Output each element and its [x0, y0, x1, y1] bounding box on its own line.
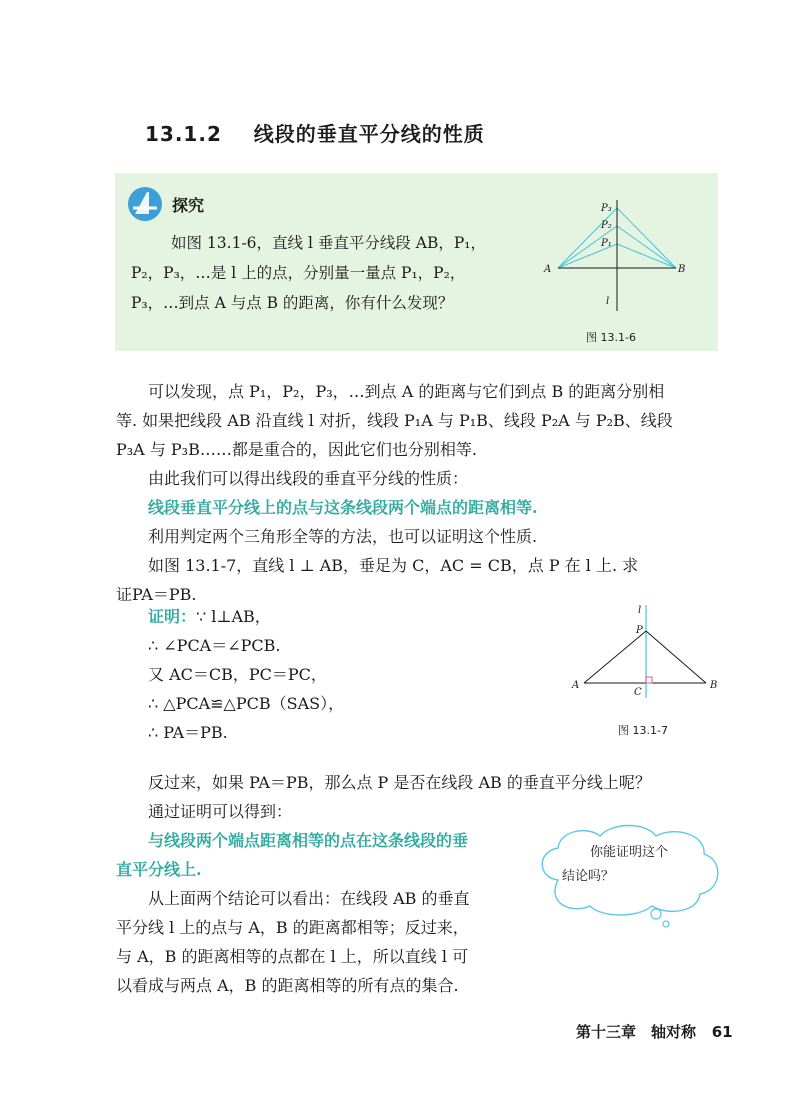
figure-13-1-6-caption: 图 13.1-6	[586, 331, 636, 344]
label-p1: P₁	[601, 238, 612, 249]
property-statement: 线段垂直平分线上的点与这条线段两个端点的距离相等.	[148, 498, 538, 517]
proof-step-2: ∴ ∠PCA＝∠PCB.	[148, 636, 281, 655]
figure-13-1-6	[538, 196, 698, 321]
label-p-7: P	[636, 625, 643, 636]
summary-line-4: 以看成与两点 A，B 的距离相等的所有点的集合.	[116, 976, 459, 995]
summary	[116, 884, 516, 1000]
paragraph-4	[116, 551, 726, 609]
label-a: A	[544, 264, 552, 275]
converse-conclusion-line-2: 直平分线上.	[116, 860, 202, 879]
explore-text	[131, 228, 531, 318]
paragraph-3: 利用判定两个三角形全等的方法，也可以证明这个性质.	[148, 527, 538, 546]
figure-13-1-7-caption: 图 13.1-7	[618, 724, 668, 737]
explore-label: 探究	[172, 196, 205, 215]
section-title-text: 线段的垂直平分线的性质	[253, 122, 485, 146]
page-footer	[576, 1021, 733, 1042]
section-title	[145, 118, 485, 147]
cloud-line-1: 你能证明这个	[590, 845, 669, 860]
proof-step-5: ∴ PA＝PB.	[148, 723, 228, 742]
footer-chapter: 第十三章 轴对称	[576, 1023, 697, 1041]
label-a-7: A	[572, 680, 580, 691]
explore-icon	[127, 186, 163, 222]
proof	[148, 602, 344, 747]
proof-step-3: 又 AC＝CB，PC＝PC，	[148, 665, 327, 684]
cloud-line-2: 结论吗？	[562, 869, 615, 884]
paragraph-2: 由此我们可以得出线段的垂直平分线的性质：	[148, 469, 469, 488]
proof-label: 证明：	[148, 607, 197, 626]
right-angle-marker	[646, 677, 652, 683]
thought-cloud	[528, 820, 728, 930]
summary-line-2: 平分线 l 上的点与 A，B 的距离都相等；反过来，	[116, 918, 469, 937]
cloud-bubble-2	[663, 921, 669, 927]
segment-pb	[646, 631, 706, 683]
summary-line-3: 与 A，B 的距离相等的点都在 l 上，所以直线 l 可	[116, 947, 469, 966]
converse-conclusion	[116, 826, 516, 884]
figure-13-1-7	[566, 603, 726, 703]
proof-line-1	[148, 602, 344, 631]
page-number: 61	[711, 1023, 733, 1041]
line-b-p3	[617, 208, 676, 268]
paragraph-1	[116, 377, 726, 464]
cloud-bubble-1	[651, 909, 661, 919]
label-l-7: l	[638, 605, 642, 616]
label-p2: P₂	[601, 220, 612, 231]
proof-step-4: ∴ △PCA≌△PCB（SAS），	[148, 694, 345, 713]
label-l: l	[606, 296, 610, 307]
paragraph-4-line-1: 如图 13.1-7，直线 l ⊥ AB，垂足为 C，AC = CB，点 P 在 l 上. 求	[148, 556, 639, 575]
explore-line-1: 如图 13.1-6，直线 l 垂直平分线段 AB，P₁，	[171, 234, 487, 252]
explore-line-2: P₂，P₃，…是 l 上的点，分别量一量点 P₁，P₂，	[131, 264, 466, 282]
paragraph-1-line-1: 可以发现，点 P₁，P₂，P₃，…到点 A 的距离与它们到点 B 的距离分别相	[148, 382, 665, 401]
converse-line-2: 通过证明可以得到：	[148, 802, 293, 821]
proof-step-1: ∵ l⊥AB，	[196, 607, 271, 626]
label-b: B	[678, 264, 686, 275]
label-c-7: C	[634, 687, 642, 698]
summary-line-1: 从上面两个结论可以看出：在线段 AB 的垂直	[148, 889, 470, 908]
paragraph-1-line-2: 等. 如果把线段 AB 沿直线 l 对折，线段 P₁A 与 P₁B、线段 P₂A 与 P₂B、线段	[116, 411, 673, 430]
segment-pa	[584, 631, 646, 683]
paragraph-4-line-2: 证PA＝PB.	[116, 585, 197, 604]
converse-conclusion-line-1: 与线段两个端点距离相等的点在这条线段的垂	[148, 831, 469, 850]
paragraph-1-line-3: P₃A 与 P₃B……都是重合的，因此它们也分别相等.	[116, 440, 477, 459]
section-number: 13.1.2	[145, 122, 222, 146]
label-b-7: B	[710, 680, 718, 691]
line-b-p2	[617, 226, 676, 268]
explore-line-3: P₃，…到点 A 与点 B 的距离，你有什么发现？	[131, 294, 454, 312]
converse-line-1: 反过来，如果 PA＝PB，那么点 P 是否在线段 AB 的垂直平分线上呢？	[148, 773, 651, 792]
label-p3: P₃	[601, 203, 612, 214]
